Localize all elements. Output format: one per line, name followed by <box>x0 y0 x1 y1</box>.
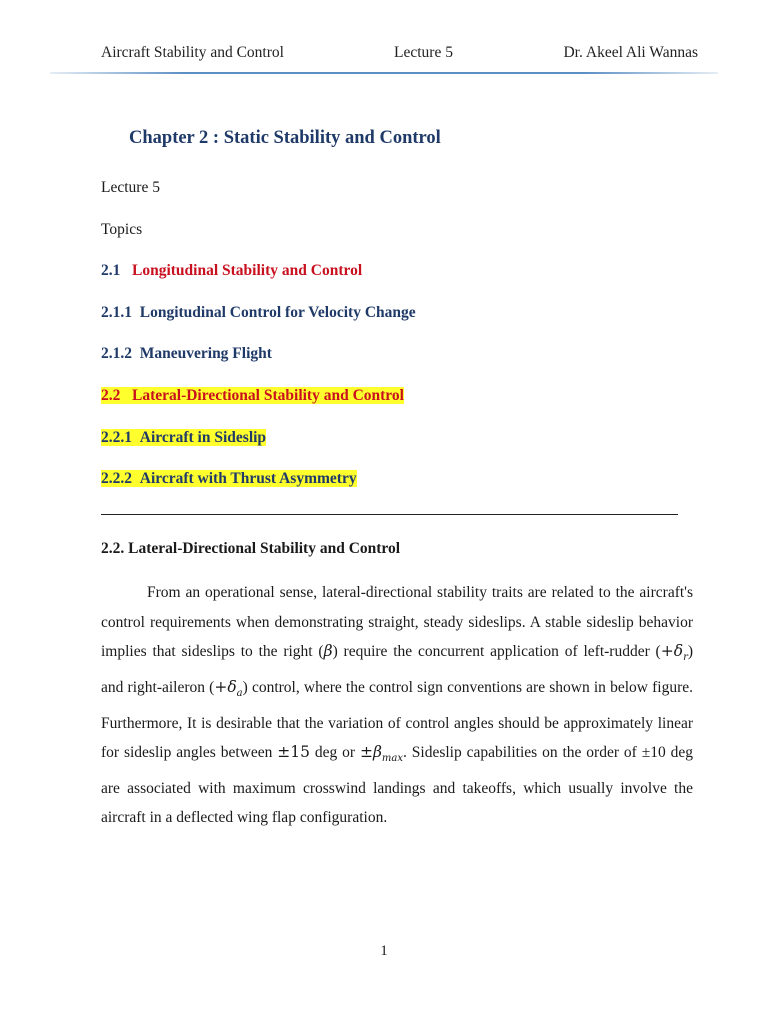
topic-text: Aircraft in Sideslip <box>139 429 267 446</box>
paragraph-text: ) and right-aileron ( <box>101 643 694 696</box>
delta-r-symbol: $+\delta_r$ <box>660 642 688 664</box>
topic-2-1 <box>101 262 362 280</box>
paragraph-text: deg or <box>309 744 360 762</box>
topic-number: 2.1 <box>101 262 121 279</box>
header-author: Dr. Akeel Ali Wannas <box>563 44 698 61</box>
topic-text: Longitudinal Control for Velocity Change <box>139 304 416 321</box>
page-number: 1 <box>380 943 388 959</box>
beta-max-symbol: $\pm\beta_{max}$ <box>359 743 403 765</box>
header-lecture: Lecture 5 <box>394 44 453 61</box>
topic-text: Lateral-Directional Stability and Control <box>132 387 404 404</box>
lecture-label: Lecture 5 <box>101 179 160 196</box>
body-paragraph <box>101 578 693 833</box>
section-separator <box>101 514 678 515</box>
topic-number: 2.2.1 <box>101 429 132 446</box>
delta-a-symbol: $+\delta_a$ <box>214 677 243 699</box>
topic-2-2-2 <box>101 470 357 488</box>
beta-symbol: β <box>323 642 333 661</box>
topic-2-1-1 <box>101 304 416 322</box>
section-heading: 2.2. Lateral-Directional Stability and Control <box>101 540 401 557</box>
topic-highlight <box>101 429 266 446</box>
header-divider <box>50 72 718 74</box>
chapter-title: Chapter 2 : Static Stability and Control <box>129 128 441 148</box>
paragraph-text: . Sideslip capabilities on the order of ±10 deg are associated with maximum crosswind landings and takeoffs, which usually involve the aircraft in a deflected wing flap configuration. <box>101 744 693 827</box>
topic-number: 2.2.2 <box>101 470 132 487</box>
topic-number: 2.2 <box>101 387 121 404</box>
topic-2-2 <box>101 387 404 405</box>
pm15-value: ±15 <box>277 743 310 762</box>
header-course-title: Aircraft Stability and Control <box>101 44 284 61</box>
topic-2-1-2 <box>101 345 272 363</box>
topic-number: 2.1.2 <box>101 345 132 362</box>
paragraph-text: ) require the concurrent application of left-rudder ( <box>332 643 661 661</box>
topics-label: Topics <box>101 221 143 238</box>
topic-highlight <box>101 387 404 404</box>
paragraph-text: ) control, where the control sign conventions are shown in below figure. Furthermore, It is desirable that the variation of control angles should be approximately linear for sideslip angles between <box>101 678 694 762</box>
topic-text: Aircraft with Thrust Asymmetry <box>139 470 357 487</box>
paragraph-text: From an operational sense, lateral-directional stability traits are related to the aircraft's control requirements when demonstrating straight, steady sideslips. A stable sideslip behavior implies that sideslips to the right ( <box>101 584 693 661</box>
topic-text: Longitudinal Stability and Control <box>132 262 363 279</box>
topic-2-2-1 <box>101 429 266 447</box>
topic-number: 2.1.1 <box>101 304 132 321</box>
topic-text: Maneuvering Flight <box>139 345 272 362</box>
topic-highlight <box>101 470 357 487</box>
